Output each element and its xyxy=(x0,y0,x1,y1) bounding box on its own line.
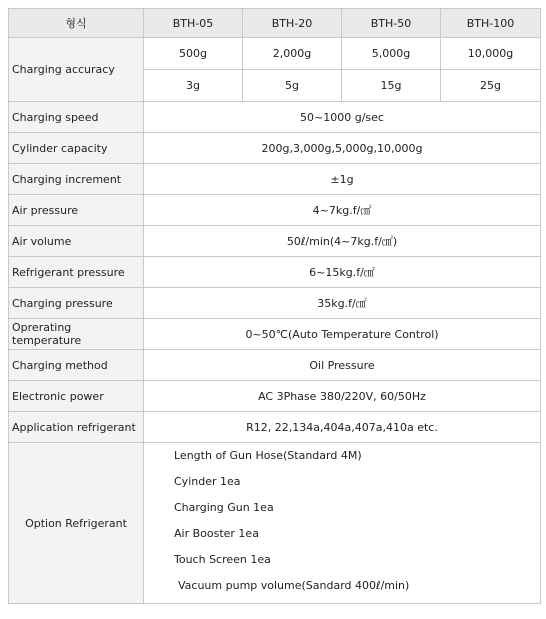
spec-value: 35kg.f/㎠ xyxy=(144,288,541,319)
option-item: Air Booster 1ea xyxy=(174,527,259,540)
spec-label: Charging speed xyxy=(9,102,144,133)
charging-accuracy-label: Charging accuracy xyxy=(9,38,144,102)
spec-value: Oil Pressure xyxy=(144,350,541,381)
spec-row xyxy=(9,164,541,195)
spec-value: AC 3Phase 380/220V, 60/50Hz xyxy=(144,381,541,412)
option-item: Cyinder 1ea xyxy=(174,475,241,488)
accuracy-value-cell: 3g xyxy=(144,70,243,102)
accuracy-value-cell: 15g xyxy=(342,70,441,102)
spec-row xyxy=(9,381,541,412)
header-model-bth-05: BTH-05 xyxy=(144,9,243,38)
spec-row xyxy=(9,195,541,226)
header-row xyxy=(9,9,541,38)
header-model-bth-100: BTH-100 xyxy=(441,9,541,38)
spec-row xyxy=(9,288,541,319)
spec-row xyxy=(9,412,541,443)
spec-label: Air pressure xyxy=(9,195,144,226)
option-item: Vacuum pump volume(Sandard 400ℓ/min) xyxy=(178,579,410,592)
spec-value: 200g,3,000g,5,000g,10,000g xyxy=(144,133,541,164)
option-row xyxy=(9,443,541,604)
spec-row xyxy=(9,226,541,257)
spec-value: ±1g xyxy=(144,164,541,195)
option-item: Charging Gun 1ea xyxy=(174,501,274,514)
header-model-bth-50: BTH-50 xyxy=(342,9,441,38)
spec-row xyxy=(9,133,541,164)
header-corner-cell: 형식 xyxy=(9,9,144,38)
accuracy-weight-cell: 10,000g xyxy=(441,38,541,70)
spec-label: Cylinder capacity xyxy=(9,133,144,164)
spec-label: Refrigerant pressure xyxy=(9,257,144,288)
option-list xyxy=(144,443,541,604)
accuracy-weight-row xyxy=(9,38,541,70)
spec-value: 6~15kg.f/㎠ xyxy=(144,257,541,288)
spec-value: 50ℓ/min(4~7kg.f/㎠) xyxy=(144,226,541,257)
spec-value: 4~7kg.f/㎠ xyxy=(144,195,541,226)
accuracy-weight-cell: 500g xyxy=(144,38,243,70)
spec-label: Charging pressure xyxy=(9,288,144,319)
spec-value: R12, 22,134a,404a,407a,410a etc. xyxy=(144,412,541,443)
spec-value: 50~1000 g/sec xyxy=(144,102,541,133)
spec-label: Charging increment xyxy=(9,164,144,195)
accuracy-weight-cell: 2,000g xyxy=(243,38,342,70)
spec-value: 0~50℃(Auto Temperature Control) xyxy=(144,319,541,350)
option-refrigerant-label: Option Refrigerant xyxy=(9,443,144,604)
spec-row xyxy=(9,257,541,288)
spec-label: Electronic power xyxy=(9,381,144,412)
option-item: Length of Gun Hose(Standard 4M) xyxy=(174,449,362,462)
spec-row xyxy=(9,102,541,133)
spec-row xyxy=(9,350,541,381)
spec-row xyxy=(9,319,541,350)
spec-table-container xyxy=(8,8,541,604)
spec-label: Oprerating temperature xyxy=(9,319,144,350)
spec-table xyxy=(8,8,541,604)
accuracy-value-cell: 25g xyxy=(441,70,541,102)
spec-label: Charging method xyxy=(9,350,144,381)
accuracy-value-cell: 5g xyxy=(243,70,342,102)
option-item: Touch Screen 1ea xyxy=(174,553,271,566)
spec-label: Application refrigerant xyxy=(9,412,144,443)
header-model-bth-20: BTH-20 xyxy=(243,9,342,38)
spec-label: Air volume xyxy=(9,226,144,257)
accuracy-weight-cell: 5,000g xyxy=(342,38,441,70)
